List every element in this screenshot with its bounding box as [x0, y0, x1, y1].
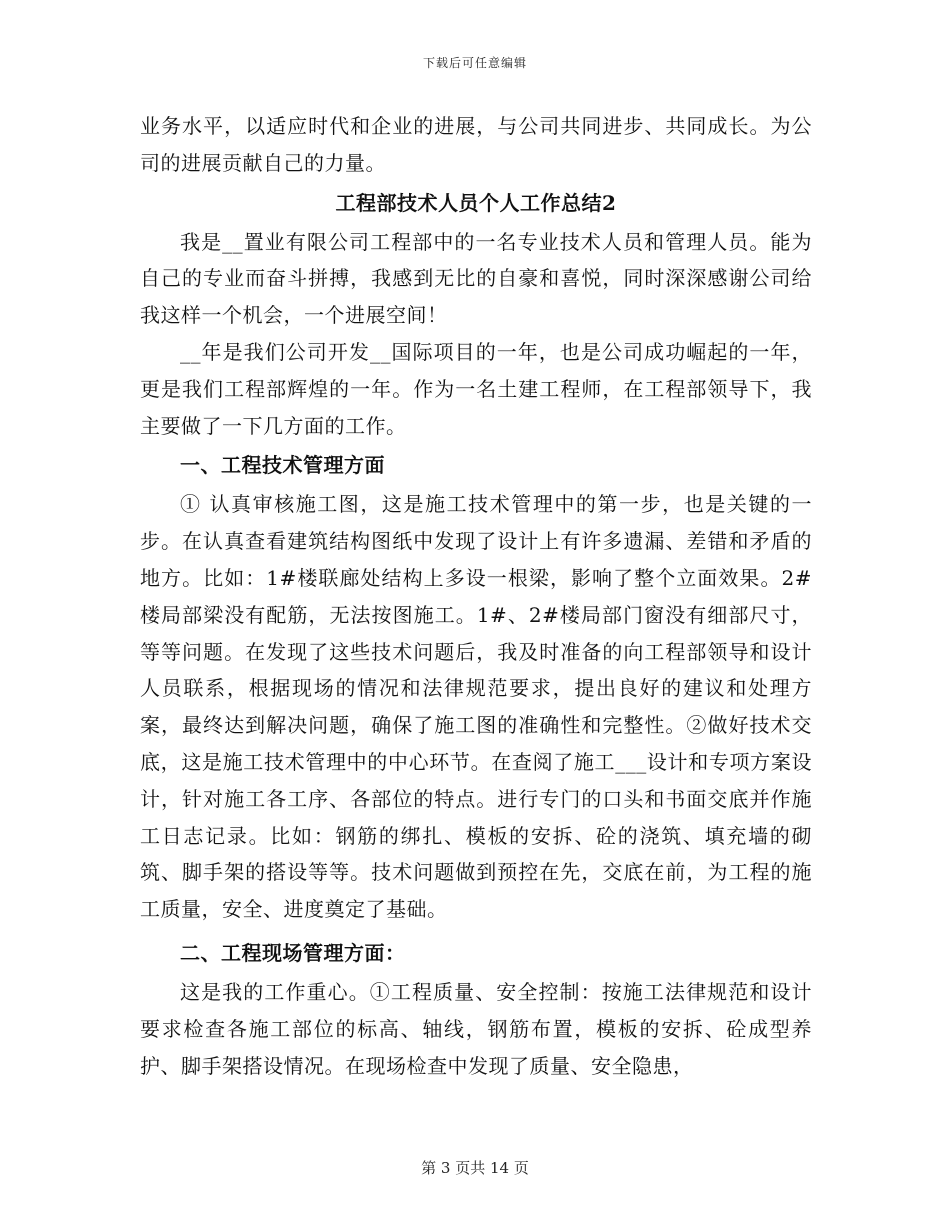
paragraph-3: ① 认真审核施工图，这是施工技术管理中的第一步，也是关键的一步。在认真查看建筑结构图纸中发现了设计上有许多遗漏、差错和矛盾的地方。比如：1#楼联廊处结构上多设一根梁，影响了整个立面效果。2#楼局部梁没有配筋，无法按图施工。1#、2#楼局部门窗没有细部尺寸，等等问题。在发现了这些技术问题后，我及时准备的向工程部领导和设计人员联系，根据现场的情况和法律规范要求，提出良好的建议和处理方案，最终达到解决问题，确保了施工图的准确性和完整性。②做好技术交底，这是施工技术管理中的中心环节。在查阅了施工___设计和专项方案设计，针对施工各工序、各部位的特点。进行专门的口头和书面交底并作施工日志记录。比如：钢筋的绑扎、模板的安拆、砼的浇筑、填充墙的砌筑、脚手架的搭设等等。技术问题做到预控在先，交底在前，为工程的施工质量，安全、进度奠定了基础。 [140, 492, 812, 922]
paragraph-4: 这是我的工作重心。①工程质量、安全控制：按施工法律规范和设计要求检查各施工部位的标高、轴线，钢筋布置，模板的安拆、砼成型养护、脚手架搭设情况。在现场检查中发现了质量、安全隐患， [140, 979, 812, 1078]
paragraph-2: __年是我们公司开发__国际项目的一年，也是公司成功崛起的一年，更是我们工程部辉煌的一年。作为一名土建工程师，在工程部领导下，我主要做了一下几方面的工作。 [140, 339, 812, 438]
page-header: 下载后可任意编辑 [422, 56, 527, 70]
document-title: 工程部技术人员个人工作总结2 [335, 190, 617, 215]
intro-paragraph: 业务水平，以适应时代和企业的进展，与公司共同进步、共同成长。为公司的进展贡献自己的力量。 [140, 114, 812, 175]
page-footer: 第 3 页共 14 页 [421, 1159, 529, 1177]
paragraph-1: 我是__置业有限公司工程部中的一名专业技术人员和管理人员。能为自己的专业而奋斗拼搏，我感到无比的自豪和喜悦，同时深深感谢公司给我这样一个机会，一个进展空间！ [140, 229, 812, 328]
section-heading-2: 二、工程现场管理方面： [180, 940, 406, 965]
section-heading-1: 一、工程技术管理方面 [180, 453, 385, 478]
document-body [140, 108, 812, 1084]
